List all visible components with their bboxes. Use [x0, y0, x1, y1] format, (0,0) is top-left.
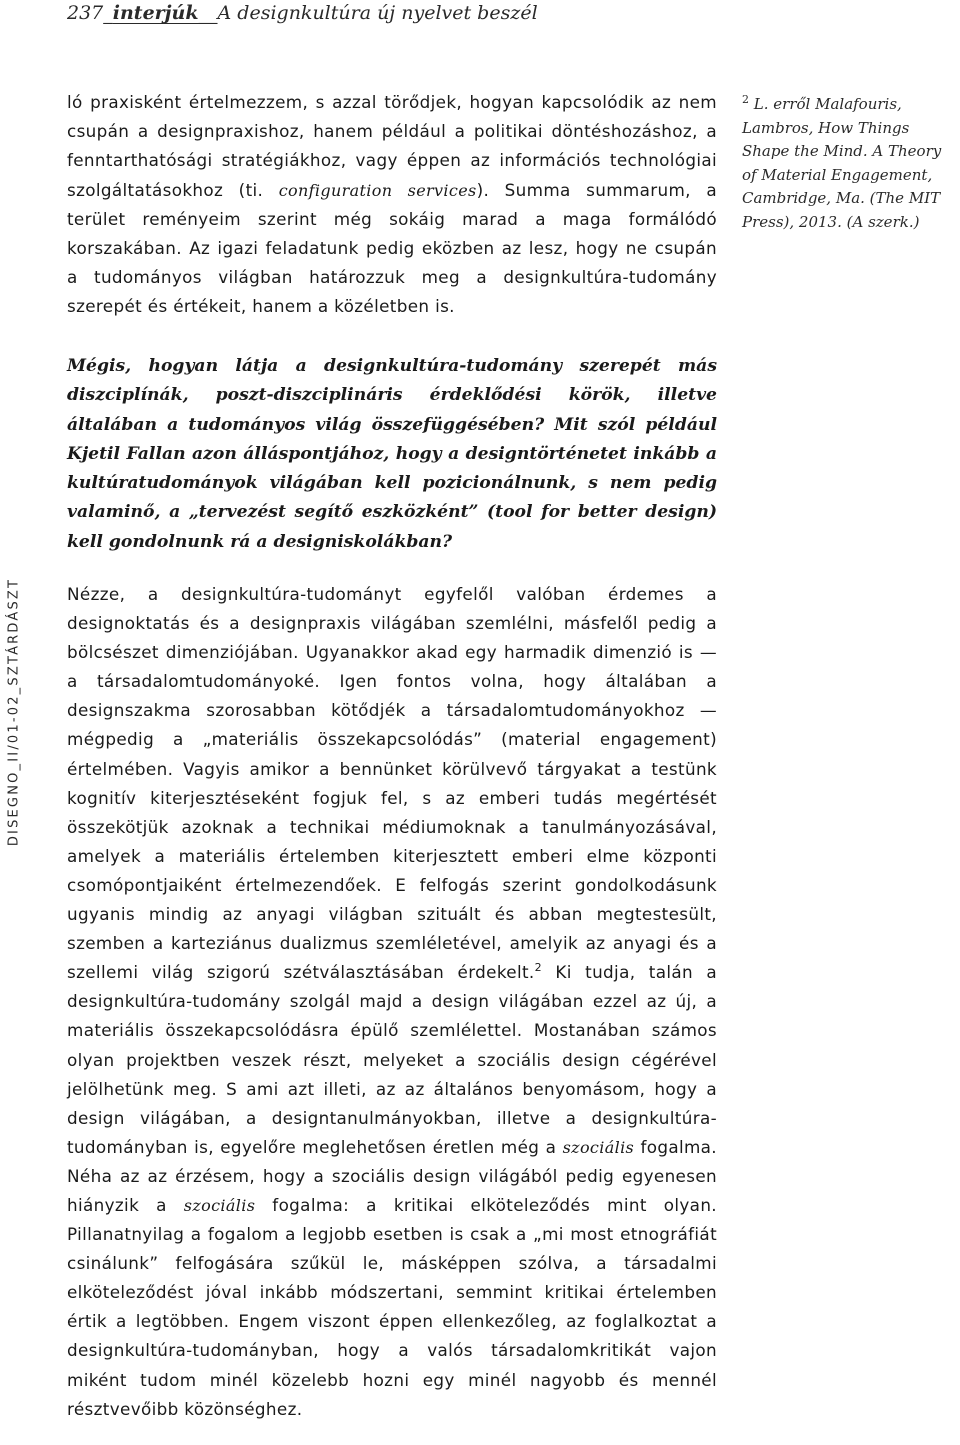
paragraph-text: fogalma. Néha az az érzésem, hogy a szociális design világából pedig egyenesen hiányzik a [67, 1136, 717, 1215]
paragraph-text: Nézze, a designkultúra-tudományt egyfelől valóban érdemes a designoktatás és a designpraxis világában szemlélni, másfelől pedig a bölcsészet dimenziójában. Ugyanakkor akad egy harmadik dimenzió is — a társadalomtudományoké. Igen fontos volna, hogy általában a designszakma szorosabban kötődjék a társadalomtudományokhoz — mégpedig a „materiális összekapcsolódás” (material engagement) értelmében. Vagyis amikor a bennünket körülvevő tárgyakat a testünk kognitív kiterjesztéseként fogjuk fel, s az emberi tudás megértését összekötjük azoknak a technikai médiumoknak a tanulmányozásával, amelyek a materiális értelemben kiterjesztett emberi elme központi csomópontjaiként értelmezendőek. E felfogás szerint gondolkodásunk ugyanis mindig az anyagi világban szituált és abban megtestesült, szemben a karteziánus dualizmus szemléletével, amelyik az anyagi és a szellemi világ szigorú szétválasztásában érdekelt. [67, 584, 717, 983]
body-paragraph-1 [67, 88, 717, 322]
footnote-text: L. erről Malafouris, Lambros, How Things Shape the Mind. A Theory of Material Engagement, Cambridge, Ma. (The MIT Press), 2013. (A szerk.) [742, 95, 942, 231]
running-header [67, 2, 538, 24]
page-number: 237 [67, 2, 104, 24]
italic-term: szociális [183, 1195, 256, 1215]
paragraph-text: ). Summa summarum, a terület reményeim szerint még sokáig marad a maga formálódó korszakában. Az igazi feladatunk pedig eközben az lesz, hogy ne csupán a tudományos világban határozzuk meg a designkultúra-tudomány szerepét és értékeit, hanem a közéletben is. [67, 179, 717, 317]
article-title: A designkultúra új nyelvet beszél [217, 2, 538, 24]
italic-term: configuration services [278, 180, 477, 200]
margin-footnote [742, 88, 957, 234]
footnote-reference[interactable]: 2 [534, 961, 542, 975]
header-separator: __ [198, 2, 218, 24]
header-separator: _ [103, 2, 113, 24]
paragraph-text: Ki tudja, talán a designkultúra-tudomány szolgál majd a design világában ezzel az új, a materiális összekapcsolódásra épülő szemlélettel. Mostanában számos olyan projektben veszek részt, melyeket a szociális design cégérével jelölhetünk meg. S ami azt illeti, az az általános benyomásom, hogy a design világában, a designtanulmányokban, illetve a designkultúra-tudományban is, egyelőre meglehetősen éretlen még a [67, 962, 717, 1157]
footnote-number: 2 [742, 93, 749, 106]
interview-question: Mégis, hogyan látja a designkultúra-tudomány szerepét más diszciplínák, poszt-diszciplináris érdeklődési körök, illetve általában a tudományos világ összefüggésében? Mit szól például Kjetil Fallan azon álláspontjához, hogy a designtörténetet inkább a kultúratudományok világában kell pozicionálnunk, s nem pedig valaminő, a „tervezést segítő eszközként” (tool for better design) kell gondolnunk rá a designiskolákban? [67, 356, 717, 552]
italic-term: szociális [562, 1137, 635, 1157]
section-label: interjúk [112, 2, 199, 24]
body-paragraph-2 [67, 580, 717, 1424]
paragraph-text: ló praxisként értelmezzem, s azzal törődjek, hogyan kapcsolódik az nem csupán a designpraxishoz, hanem például a politikai döntéshozáshoz, a fenntarthatósági stratégiákhoz, vagy éppen az információs technológiai szolgáltatásokhoz (ti. [67, 92, 717, 200]
vertical-journal-label: DISEGNO_II/01-02_SZTÁRDÁSZT [6, 577, 22, 847]
paragraph-text: fogalma: a kritikai elköteleződés mint olyan. Pillanatnyilag a fogalom a legjobb esetben is csak a „mi most etnográfiát csinálunk” felfogására szűkül le, másképpen szólva, a társadalmi elköteleződést jóval inkább módszertani, semmint kritikai értelemben értik a legtöbben. Engem viszont éppen ellenkezőleg, az foglalkoztat a designkultúra-tudományban, hogy a valós társadalomkritikát vajon miként tudom minél közelebb hozni egy minél nagyobb és mennél résztvevőibb közönséghez. [67, 1194, 717, 1419]
